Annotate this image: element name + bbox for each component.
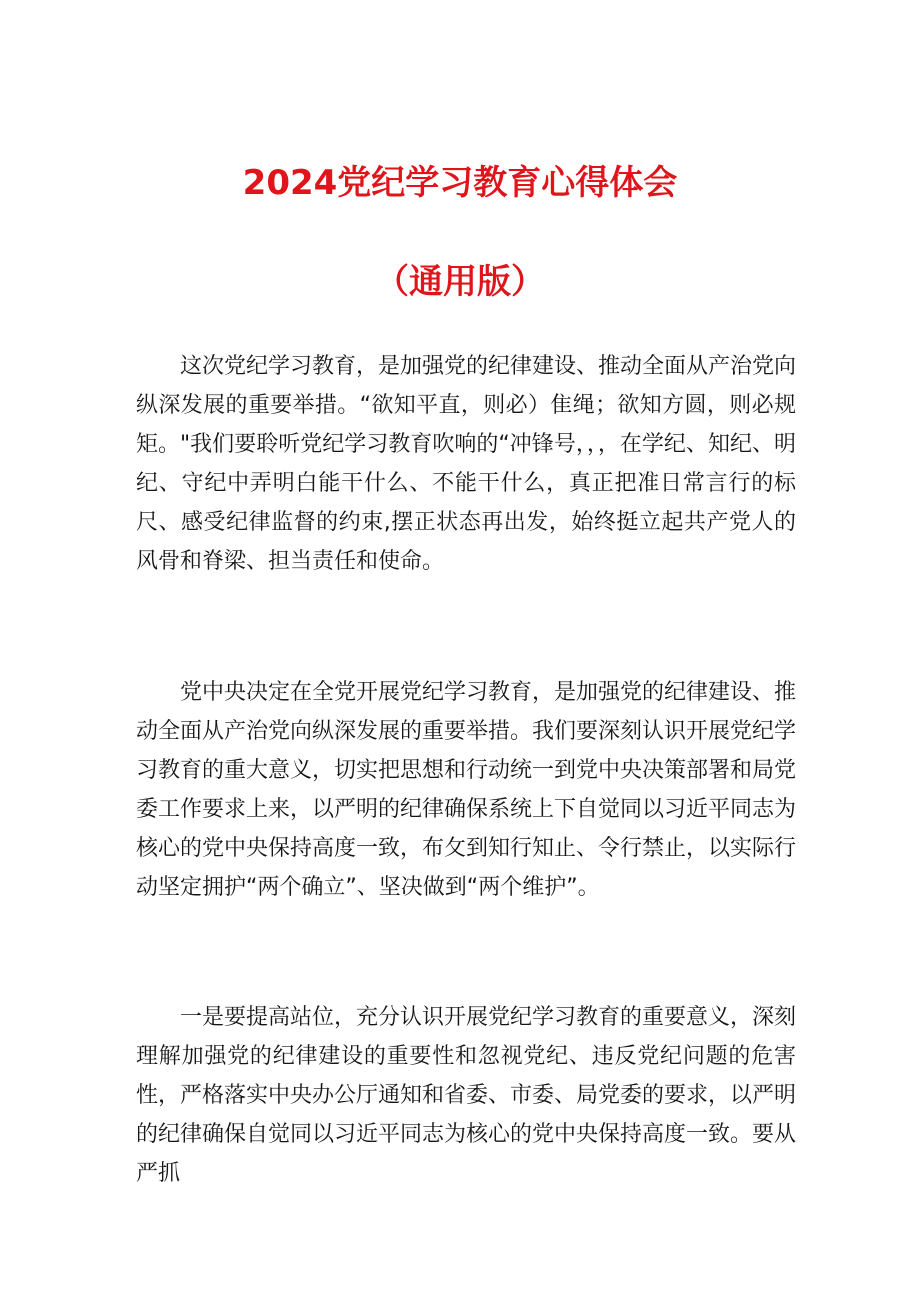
body-paragraph-1: 这次党纪学习教育，是加强党的纪律建设、推动全面从产治党向纵深发展的重要举措。“欲知平直，则必）隹绳；欲知方圆，则必规矩。"我们要聆听党纪学习教育吹响的“冲锋号，，，在学纪、知纪、明纪、守纪中弄明白能干什么、不能干什么，真正把准日常言行的标尺、感受纪律监督的约束,摆正状态再出发，始终挺立起共产党人的风骨和脊梁、担当责任和使命。 [136,354,797,574]
body-paragraph-2: 党中央决定在全党开展党纪学习教育，是加强党的纪律建设、推动全面从产治党向纵深发展的重要举措。我们要深刻认识开展党纪学习教育的重大意义，切实把思想和行动统一到党中央决策部署和局党委工作要求上来，以严明的纪律确保系统上下自觉同以习近平同志为核心的党中央保持高度一致，布攵到知行知止、令行禁止，以实际行动坚定拥护“两个确立”、坚决做到“两个维护”。 [136,680,797,900]
document-title: 2024党纪学习教育心得体会 [242,163,678,203]
document-subtitle: （通用版） [375,262,545,302]
body-paragraph-3: 一是要提高站位，充分认识开展党纪学习教育的重要意义，深刻理解加强党的纪律建设的重要性和忽视党纪、违反党纪问题的危害性，严格落实中央办公厅通知和省委、市委、局党委的要求，以严明的纪律确保自觉同以习近平同志为核心的党中央保持高度一致。要从严抓 [136,1005,797,1186]
